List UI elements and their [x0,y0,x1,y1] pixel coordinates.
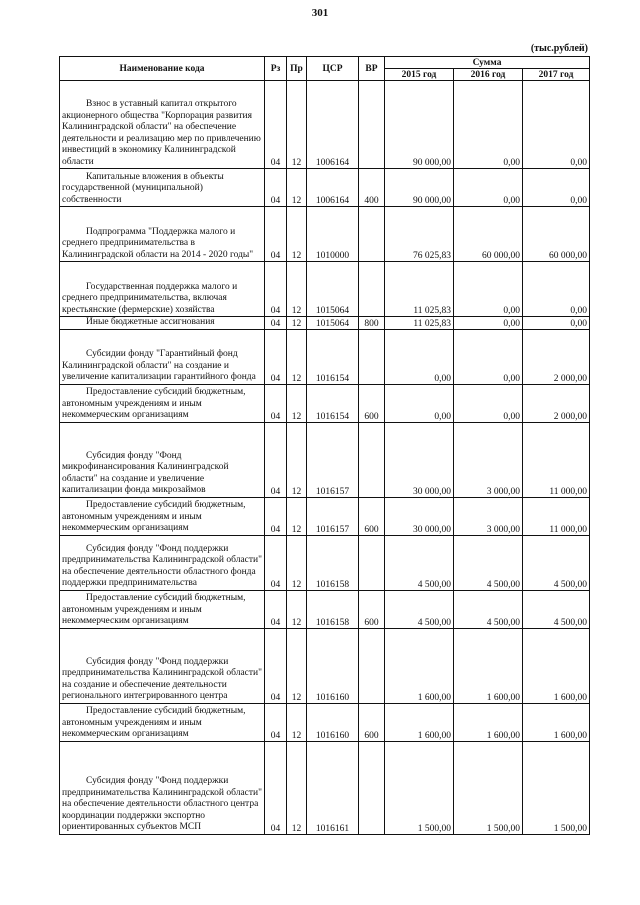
row-sum-2017: 0,00 [523,169,590,207]
row-sum-2016: 3 000,00 [454,422,523,497]
row-name: Субсидия фонду "Фонд микрофинансирования Калининградской области" на создание и увеличение капитализации фонда микрозаймов [60,422,265,497]
header-name: Наименование кода [60,57,265,81]
table-row [60,329,590,384]
row-csr: 1016157 [307,497,359,535]
row-vr: 800 [359,317,385,330]
row-csr: 1016160 [307,628,359,703]
row-sum-2017: 0,00 [523,262,590,317]
row-vr [359,329,385,384]
row-sum-2017: 11 000,00 [523,497,590,535]
row-pr: 12 [287,741,307,834]
row-sum-2015: 4 500,00 [385,535,454,590]
row-rz: 04 [265,703,287,741]
row-sum-2015: 30 000,00 [385,422,454,497]
row-sum-2017: 11 000,00 [523,422,590,497]
row-sum-2015: 30 000,00 [385,497,454,535]
row-pr: 12 [287,169,307,207]
table-row [60,703,590,741]
row-pr: 12 [287,422,307,497]
row-name: Государственная поддержка малого и среднего предпринимательства, включая крестьянские (фермерские) хозяйства [60,262,265,317]
row-sum-2016: 1 600,00 [454,703,523,741]
table-row [60,317,590,330]
row-csr: 1016161 [307,741,359,834]
row-vr [359,262,385,317]
row-sum-2015: 1 500,00 [385,741,454,834]
row-rz: 04 [265,207,287,262]
row-name: Субсидия фонду "Фонд поддержки предпринимательства Калининградской области" на обеспечение деятельности областного фонда поддержки предпринимательства [60,535,265,590]
row-csr: 1016160 [307,703,359,741]
row-sum-2015: 1 600,00 [385,628,454,703]
row-sum-2015: 1 600,00 [385,703,454,741]
row-sum-2015: 11 025,83 [385,262,454,317]
row-csr: 1006164 [307,81,359,169]
row-name: Подпрограмма "Поддержка малого и среднего предпринимательства в Калининградской области на 2014 - 2020 годы" [60,207,265,262]
row-sum-2016: 60 000,00 [454,207,523,262]
header-sum: Сумма [385,57,590,69]
table-row [60,535,590,590]
row-rz: 04 [265,169,287,207]
row-rz: 04 [265,535,287,590]
header-csr: ЦСР [307,57,359,81]
row-vr [359,535,385,590]
table-row [60,628,590,703]
row-rz: 04 [265,741,287,834]
row-vr [359,207,385,262]
row-rz: 04 [265,81,287,169]
row-sum-2017: 0,00 [523,317,590,330]
row-pr: 12 [287,703,307,741]
row-sum-2017: 2 000,00 [523,329,590,384]
header-vr: ВР [359,57,385,81]
row-csr: 1015064 [307,317,359,330]
row-sum-2016: 4 500,00 [454,535,523,590]
row-vr: 600 [359,703,385,741]
row-sum-2016: 3 000,00 [454,497,523,535]
units-label: (тыс.рублей) [530,43,588,54]
row-sum-2015: 90 000,00 [385,169,454,207]
row-sum-2015: 4 500,00 [385,590,454,628]
row-sum-2017: 1 500,00 [523,741,590,834]
row-rz: 04 [265,317,287,330]
row-sum-2015: 76 025,83 [385,207,454,262]
row-pr: 12 [287,535,307,590]
row-sum-2017: 4 500,00 [523,590,590,628]
table-row [60,384,590,422]
row-name: Субсидии фонду "Гарантийный фонд Калининградской области" на создание и увеличение капитализации гарантийного фонда [60,329,265,384]
row-pr: 12 [287,262,307,317]
row-pr: 12 [287,628,307,703]
table-header [60,57,590,81]
page-number: 301 [311,7,329,19]
row-sum-2017: 1 600,00 [523,703,590,741]
row-sum-2016: 0,00 [454,317,523,330]
row-csr: 1016154 [307,384,359,422]
row-vr: 600 [359,384,385,422]
row-vr [359,422,385,497]
header-2015: 2015 год [385,69,454,81]
row-sum-2017: 1 600,00 [523,628,590,703]
row-rz: 04 [265,384,287,422]
row-sum-2016: 0,00 [454,329,523,384]
row-csr: 1016157 [307,422,359,497]
row-csr: 1016158 [307,535,359,590]
table-row [60,262,590,317]
row-vr [359,741,385,834]
row-name: Субсидия фонду "Фонд поддержки предпринимательства Калининградской области" на обеспечение деятельности областного центра координации поддержки экспортно ориентированных субъектов МСП [60,741,265,834]
header-pr: Пр [287,57,307,81]
row-name: Предоставление субсидий бюджетным, автономным учреждениям и иным некоммерческим организациям [60,497,265,535]
row-rz: 04 [265,590,287,628]
row-vr: 600 [359,590,385,628]
row-sum-2017: 0,00 [523,81,590,169]
row-name: Предоставление субсидий бюджетным, автономным учреждениям и иным некоммерческим организациям [60,703,265,741]
header-2017: 2017 год [523,69,590,81]
row-sum-2015: 11 025,83 [385,317,454,330]
row-name: Субсидия фонду "Фонд поддержки предпринимательства Калининградской области" на создание и обеспечение деятельности регионального интегрированного центра [60,628,265,703]
table-row [60,207,590,262]
budget-table [59,56,590,835]
row-csr: 1016158 [307,590,359,628]
row-csr: 1006164 [307,169,359,207]
row-rz: 04 [265,262,287,317]
row-vr: 400 [359,169,385,207]
row-rz: 04 [265,329,287,384]
row-name: Предоставление субсидий бюджетным, автономным учреждениям и иным некоммерческим организациям [60,590,265,628]
row-rz: 04 [265,628,287,703]
table-row [60,497,590,535]
row-sum-2016: 0,00 [454,169,523,207]
table-body [60,81,590,835]
row-sum-2017: 60 000,00 [523,207,590,262]
row-name: Капитальные вложения в объекты государственной (муниципальной) собственности [60,169,265,207]
row-pr: 12 [287,384,307,422]
row-sum-2016: 4 500,00 [454,590,523,628]
table-row [60,81,590,169]
row-sum-2016: 0,00 [454,262,523,317]
row-csr: 1015064 [307,262,359,317]
row-pr: 12 [287,207,307,262]
row-sum-2015: 0,00 [385,384,454,422]
row-sum-2016: 0,00 [454,81,523,169]
row-sum-2017: 4 500,00 [523,535,590,590]
row-csr: 1016154 [307,329,359,384]
row-sum-2016: 1 600,00 [454,628,523,703]
row-sum-2017: 2 000,00 [523,384,590,422]
row-pr: 12 [287,81,307,169]
row-csr: 1010000 [307,207,359,262]
row-name: Предоставление субсидий бюджетным, автономным учреждениям и иным некоммерческим организациям [60,384,265,422]
header-2016: 2016 год [454,69,523,81]
header-rz: Рз [265,57,287,81]
row-sum-2015: 0,00 [385,329,454,384]
row-rz: 04 [265,422,287,497]
table-row [60,422,590,497]
row-sum-2016: 1 500,00 [454,741,523,834]
row-pr: 12 [287,497,307,535]
table-row [60,169,590,207]
row-vr: 600 [359,497,385,535]
table-row [60,741,590,834]
row-name: Взнос в уставный капитал открытого акционерного общества "Корпорация развития Калининградской области" на обеспечение деятельности и реализацию мер по привлечению инвестиций в экономику Калининградской области [60,81,265,169]
row-vr [359,628,385,703]
row-vr [359,81,385,169]
row-sum-2016: 0,00 [454,384,523,422]
table-row [60,590,590,628]
row-name: Иные бюджетные ассигнования [60,317,265,330]
row-pr: 12 [287,329,307,384]
row-pr: 12 [287,317,307,330]
row-sum-2015: 90 000,00 [385,81,454,169]
row-pr: 12 [287,590,307,628]
row-rz: 04 [265,497,287,535]
